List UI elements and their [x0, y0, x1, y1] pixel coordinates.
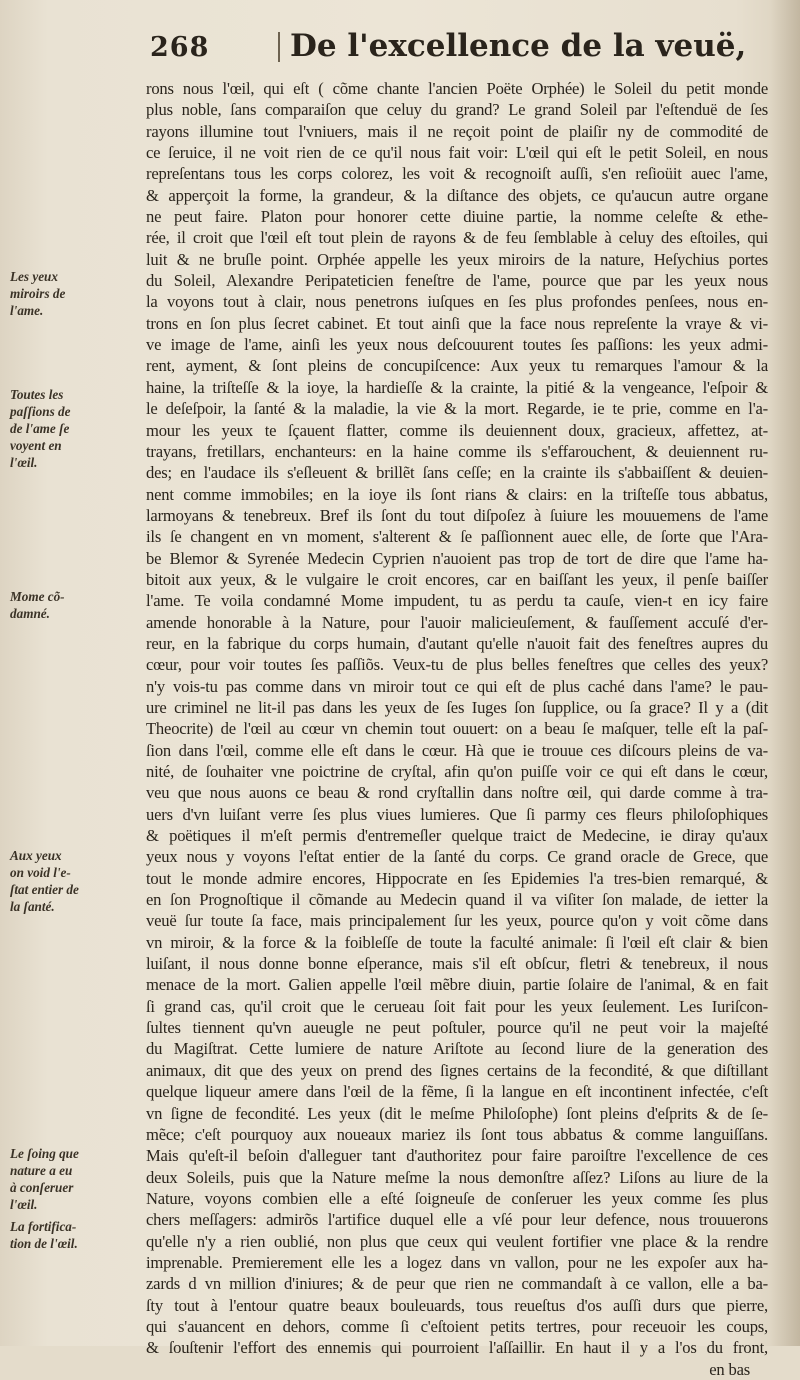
text-line: rent, ayment, & ſont pleins de concupiſcence: Aux yeux tu remarques l'amour & la	[146, 356, 768, 376]
text-line: du Magiſtrat. Cette lumiere de nature Ariſtote au ſecond liure de la generation des	[146, 1039, 768, 1059]
page-number: 268	[150, 32, 210, 63]
text-line: l'ame. Te voila condamné Mome impudent, tu as perdu ta cauſe, vien-t en icy faire	[146, 591, 768, 611]
text-line: rons nous l'œil, qui eſt ( cõme chante l'ancien Poëte Orphée) le Soleil du petit monde	[146, 79, 768, 98]
text-line: & ſouſtenir l'effort des ennemis qui pourroient l'aſſaillir. En haut il y a l'os du front,	[146, 1338, 768, 1358]
text-line: & poëtiques il m'eſt permis d'entremeſler quelque traict de Medecine, ie diray qu'aux	[146, 826, 768, 846]
text-line: ſi grand cas, qu'il croit que le cerueau ſoit fait pour les yeux ſeulement. Les Iuriſcon-	[146, 996, 768, 1016]
text-line: qu'elle n'y a rien oublié, non plus que ceux qui veulent fortifier vne place & la rendre	[146, 1231, 768, 1251]
text-line: en ſon Prognoſtique il cõmande au Medecin quand il va viſiter ſon malade, de ietter la	[146, 890, 768, 910]
text-line: luit & ne bruſle point. Orphée appelle les yeux miroirs de la nature, Heſychius portes	[146, 249, 768, 269]
text-line: ſty tout à l'entour quatre beaux bouleuards, tous reueſtus d'os auſſi durs que pierre,	[146, 1295, 768, 1315]
text-line: ſion dans l'œil, comme elle eſt dans le cœur. Hà que ie trouue ces diſcours pleins de va-	[146, 740, 768, 760]
text-line: repreſentans tous les corps colorez, les voit & recognoiſt auſſi, s'en reſioüit auec l'ame,	[146, 164, 768, 184]
text-line: deux Soleils, puis que la Nature meſme la nous demonſtre aſſez? Liſons au liure de la	[146, 1167, 768, 1187]
margin-note: Le ſoing que nature a eu à conſeruer l'œil.	[10, 1146, 79, 1212]
text-line: Mais qu'eſt-il beſoin d'alleguer tant d'authoritez pour faire paroiſtre l'excellence de ces	[146, 1146, 768, 1166]
text-line: rée, il croit que l'œil eſt tout plein de rayons & de feu ſemblable à celuy des eſtoiles, qui	[146, 228, 768, 248]
margin-note: Mome cõ- damné.	[10, 589, 65, 621]
text-line: trons en ſon plus ſecret cabinet. Et tout ainſi que la face nous repreſente la vraye & vi-	[146, 313, 768, 333]
text-line: imprenable. Premierement elle les a logez dans vn vallon, pour ne les expoſer aux ha-	[146, 1252, 768, 1272]
text-line: quelque liqueur amere dans l'œil de la fẽme, ſi la langue en eſt incontinent infectée, c'eſt	[146, 1082, 768, 1102]
text-line: Nature, voyons combien elle a eſté ſoigneuſe de conſeruer les yeux comme ſes plus	[146, 1188, 768, 1208]
text-line: amende honorable à la Nature, pour l'auoir malicieuſement, & fauſſement accuſé d'er-	[146, 612, 768, 632]
text-line: luiſant, il nous donne bonne eſperance, mais s'il eſt obſcur, fletri & tenebreux, il nous	[146, 954, 768, 974]
text-line: uers d'vn luiſant verre ſes plus viues lumieres. Que ſi parmy ces fleurs philoſophiques	[146, 804, 768, 824]
text-line: nent comme immobiles; en la ioye ils ſont rians & clairs: en la triſteſſe tous abbatus,	[146, 484, 768, 504]
text-line: mour les yeux te ſçauent flatter, comme ils deuiennent doux, gracieux, affettez, at-	[146, 420, 768, 440]
text-line: le deſeſpoir, la ſanté & la maladie, la vie & la mort. Regarde, ie te prie, comme en l'a-	[146, 399, 768, 419]
page-header	[150, 28, 750, 78]
text-line: mẽce; c'eſt pourquoy aux noueaux mariez ils ſont tous abbatus & comme languiſſans.	[146, 1124, 768, 1144]
text-line: rayons illumine tout l'vniuers, mais il ne reçoit point de plaiſir ny de commodité de	[146, 121, 768, 141]
header-divider	[278, 32, 280, 62]
text-line: haine, la triſteſſe & la ioye, la hardieſſe & la crainte, la pitié & la vengeance, l'eſpoir &	[146, 377, 768, 397]
margin-note: Toutes les paſſions de de l'ame ſe voyent en l'œil.	[10, 387, 71, 470]
text-line: yeux nous y voyons l'eſtat entier de la ſanté du corps. Ce grand oracle de Grece, que	[146, 847, 768, 867]
text-line: zards d vn million d'iniures; & de peur que rien ne commandaſt à ce vallon, elle a ba-	[146, 1274, 768, 1294]
text-line: qui s'auancent en dehors, comme ſi c'eſtoient petits tertres, pour receuoir les coups,	[146, 1316, 768, 1336]
text-line: la voyons tout à clair, nous penetrons iuſques en ſes plus profondes penſees, nous en-	[146, 292, 768, 312]
text-line: veu que nous auons ce beau & rond cryſtallin dans noſtre œil, qui darde comme à tra-	[146, 783, 768, 803]
text-line: & apperçoit la forme, la grandeur, & la diſtance des objets, ce qu'aucun autre organe	[146, 185, 768, 205]
text-line: reur, en la fabrique du corps humain, d'autant qu'elle n'auoit fait des feneſtres aupres du	[146, 633, 768, 653]
text-line: larmoyans & tenebreux. Bref ils ſont du tout diſpoſez à ſuiure les mouuemens de l'ame	[146, 505, 768, 525]
text-line: menace de la mort. Galien appelle l'œil mẽbre diuin, partie ſolaire de l'animal, & en fait	[146, 975, 768, 995]
margin-note: La fortifica- tion de l'œil.	[10, 1219, 78, 1251]
text-line: ve image de l'ame, ainſi les yeux nous deſcouurent toutes ſes paſſions: les yeux admi-	[146, 335, 768, 355]
text-line: tout le monde admire encores, Hippocrate en ſes Epidemies l'a tres-bien remarqué, &	[146, 868, 768, 888]
text-line: trayans, fretillars, enchanteurs: en la haine comme ils s'effarouchent, & deuiennent ru-	[146, 441, 768, 461]
text-line: des; en l'audace ils s'eſleuent & brillẽt ſans ceſſe; en la crainte ils s'abbaiſſent & deuien-	[146, 463, 768, 483]
text-line: animaux, dit que des yeux on prend des ſignes certains de la fecondité, & que diſtillant	[146, 1060, 768, 1080]
text-line: du Soleil, Alexandre Peripateticien feneſtre de l'ame, pource que par les yeux nous	[146, 271, 768, 291]
margin-note: Les yeux miroirs de l'ame.	[10, 269, 66, 318]
text-line: Theocrite) de l'œil au cœur vn chemin tout ouuert: on a beau ſe maſquer, telle eſt la paſ-	[146, 719, 768, 739]
margin-note: Aux yeux on void l'e- ſtat entier de la ſanté.	[10, 848, 79, 914]
text-line: bitoit aux yeux, & le vulgaire le croit encores, car en baiſſant les yeux, il penſe baiſſer	[146, 569, 768, 589]
text-line: vn ſigne de fecondité. Les yeux (dit le meſme Philoſophe) ſont pleins d'eſprits & de ſe-	[146, 1103, 768, 1123]
body-text	[146, 78, 768, 1380]
text-line: ce ſeruice, il ne voit rien de ce qu'il nous fait voir: L'œil qui eſt le petit Soleil, en nous	[146, 143, 768, 163]
text-line: veuë ſur toute ſa face, mais principalement ſur les yeux, pource qu'on y voit cõme dans	[146, 911, 768, 931]
text-line: cœur, pour voir toutes ſes paſſiõs. Veux-tu de plus belles feneſtres que celles des yeux?	[146, 655, 768, 675]
running-title: De l'excellence de la veuë,	[290, 28, 747, 64]
text-line: plus noble, ſans comparaiſon que celuy du grand? Le grand Soleil par l'eſtenduë de ſes	[146, 100, 768, 120]
text-line: ils ſe changent en vn moment, s'alterent & ſe paſſionnent auec elle, de ſorte que l'Ara-	[146, 527, 768, 547]
text-line: ſultes tiennent qu'vn aueugle ne peut poſtuler, pource qu'il ne peut voir la majeſté	[146, 1018, 768, 1038]
text-line: vn miroir, & la force & la foibleſſe de toute la faculté animale: ſi l'œil eſt clair & bien	[146, 932, 768, 952]
text-line: be Blemor & Syrenée Medecin Cyprien n'auoient pas trop de tort de dire que l'ame ha-	[146, 548, 768, 568]
text-line: en bas	[709, 1359, 750, 1379]
text-line: nité, de ſouhaiter vne poictrine de cryſtal, afin qu'on puiſſe voir ce qui eſt dans le cœur,	[146, 762, 768, 781]
text-line: ure criminel ne lit-il pas dans les yeux de ſes Iuges ſon ſupplice, ou ſa grace? Il y a (dit	[146, 697, 768, 717]
text-line: chers meſſagers: admirõs l'artifice duquel elle a vſé pour leur defence, nous trouuerons	[146, 1210, 768, 1230]
text-line: n'y vois-tu pas comme dans vn miroir tout ce qui eſt de plus caché dans l'ame? le pau-	[146, 676, 768, 696]
text-line: ne peut faire. Platon pour honorer cette diuine partie, la nomme celeſte & ethe-	[146, 207, 768, 227]
page-edge-shadow	[770, 0, 800, 1346]
